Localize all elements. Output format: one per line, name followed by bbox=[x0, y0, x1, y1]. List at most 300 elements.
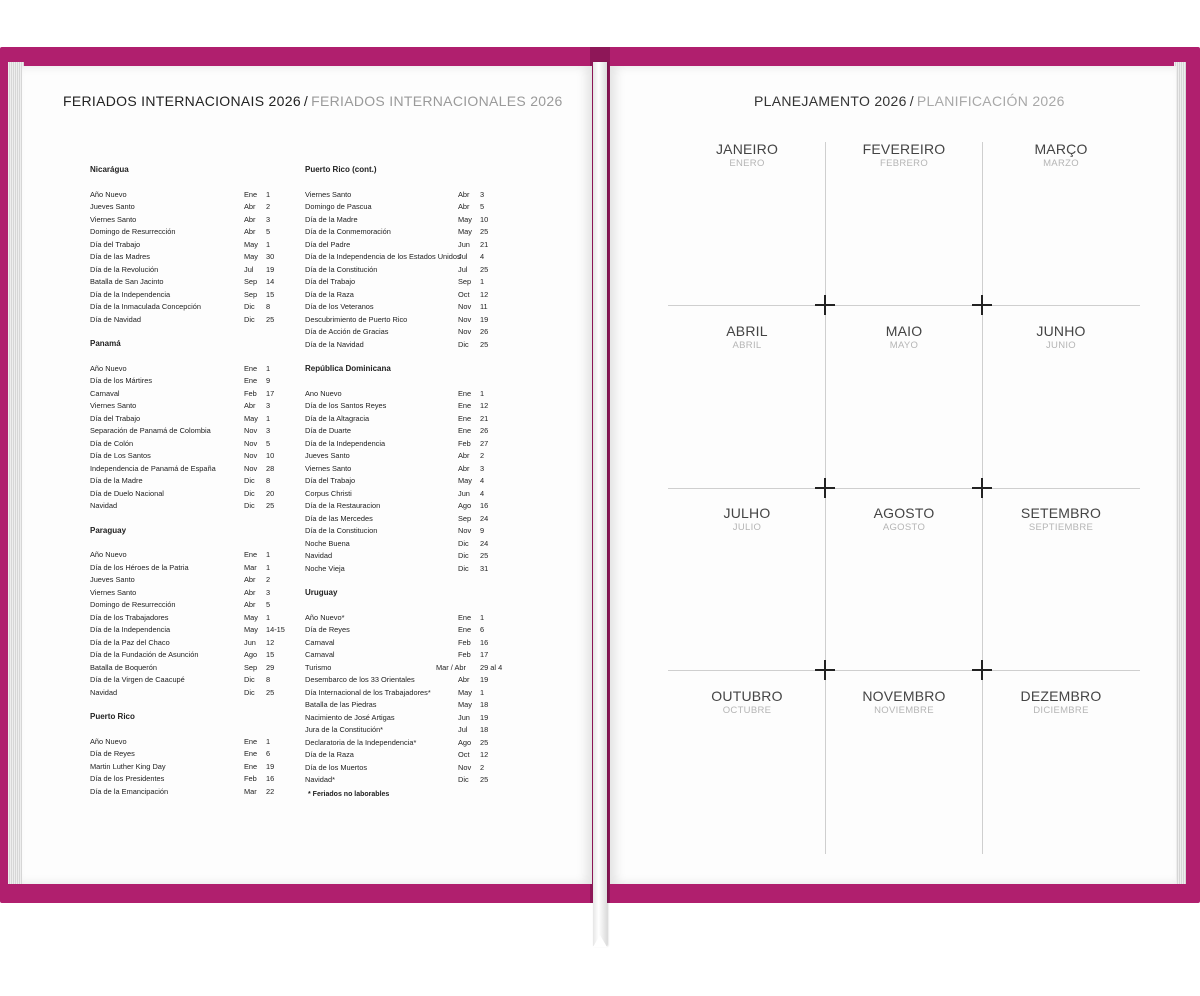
holiday-row bbox=[90, 425, 280, 438]
month-name-es: JULIO bbox=[732, 522, 762, 533]
holiday-day: 5 bbox=[266, 227, 271, 236]
holiday-month: Ene bbox=[458, 612, 472, 622]
holiday-name: Día de la Emancipación bbox=[90, 786, 169, 796]
holiday-day: 19 bbox=[480, 675, 489, 684]
planning-title bbox=[754, 93, 1065, 109]
holiday-row bbox=[305, 637, 505, 650]
holiday-name: Día de las Madres bbox=[90, 252, 150, 261]
holiday-row bbox=[90, 488, 280, 501]
holiday-day: 1 bbox=[266, 239, 271, 249]
planning-title-pt: PLANEJAMENTO 2026 bbox=[754, 93, 907, 109]
holiday-day: 4 bbox=[480, 488, 485, 498]
holiday-row bbox=[90, 388, 280, 401]
month-name-pt: OUTUBRO bbox=[711, 688, 783, 704]
holiday-day: 20 bbox=[266, 488, 275, 498]
holiday-row bbox=[305, 239, 505, 252]
month-dezembro bbox=[986, 688, 1136, 716]
holiday-name: Día de la Raza bbox=[305, 289, 354, 299]
holiday-name: Jueves Santo bbox=[305, 451, 350, 460]
holiday-month: Oct bbox=[458, 289, 470, 299]
holiday-row bbox=[305, 563, 505, 576]
holiday-row bbox=[90, 251, 280, 264]
holiday-month: Ene bbox=[458, 388, 472, 398]
holiday-name: Día de la Paz del Chaco bbox=[90, 637, 170, 647]
month-name-es: AGOSTO bbox=[882, 522, 926, 533]
holiday-month: Sep bbox=[244, 289, 258, 299]
holiday-day: 5 bbox=[266, 600, 271, 609]
month-agosto bbox=[829, 505, 979, 533]
holiday-name: Día de la Madre bbox=[90, 476, 143, 485]
holiday-name: Día del Padre bbox=[305, 239, 351, 249]
month-julho bbox=[672, 505, 822, 533]
holiday-day: 12 bbox=[480, 401, 489, 410]
month-fevereiro bbox=[829, 141, 979, 169]
holiday-name: Día de la Independencia bbox=[305, 438, 386, 448]
month-name-pt: NOVEMBRO bbox=[862, 688, 946, 704]
holiday-name: Día de la Independencia de los Estados Unidos bbox=[305, 252, 461, 261]
holiday-month: Jun bbox=[458, 712, 470, 722]
holiday-day: 19 bbox=[480, 712, 489, 722]
holiday-name: Día de los Trabajadores bbox=[90, 612, 169, 622]
holiday-name: Ano Nuevo bbox=[305, 388, 342, 398]
holiday-day: 4 bbox=[480, 476, 485, 485]
holiday-month: Abr bbox=[458, 451, 470, 460]
holiday-month: Dic bbox=[458, 563, 469, 573]
holiday-day: 30 bbox=[266, 252, 275, 261]
holiday-name: Domingo de Resurrección bbox=[90, 600, 176, 609]
holiday-name: Batalla de San Jacinto bbox=[90, 277, 164, 286]
holiday-name: Día del Trabajo bbox=[305, 277, 356, 286]
holiday-day: 17 bbox=[480, 650, 489, 659]
holiday-name: Día de la Constitucion bbox=[305, 526, 378, 535]
holiday-name: Día del Trabajo bbox=[90, 239, 141, 249]
holiday-month: Ago bbox=[458, 501, 472, 510]
holiday-name: Independencia de Panamá de España bbox=[90, 463, 216, 473]
holiday-month: Ene bbox=[244, 550, 258, 559]
holiday-row bbox=[90, 201, 280, 214]
holiday-row bbox=[305, 624, 505, 637]
holiday-day: 9 bbox=[266, 376, 271, 385]
holiday-month: Nov bbox=[244, 438, 258, 448]
right-page bbox=[610, 66, 1176, 884]
holiday-row bbox=[305, 276, 505, 289]
holiday-month: Nov bbox=[244, 463, 258, 473]
holiday-name: Día del Trabajo bbox=[305, 476, 356, 485]
holiday-day: 11 bbox=[480, 302, 488, 311]
holiday-row bbox=[90, 562, 280, 575]
holiday-name: Viernes Santo bbox=[305, 189, 352, 199]
grid-line-horizontal bbox=[668, 488, 1140, 489]
holiday-day: 1 bbox=[480, 388, 485, 398]
holiday-column-right bbox=[305, 164, 505, 801]
holiday-month: Mar bbox=[244, 786, 257, 796]
month-name-es: OCTUBRE bbox=[722, 705, 772, 716]
holiday-row bbox=[305, 737, 505, 750]
holiday-month: Abr bbox=[244, 401, 256, 410]
holiday-row bbox=[90, 214, 280, 227]
holiday-row bbox=[90, 314, 280, 327]
holiday-name: Día de los Presidentes bbox=[90, 774, 165, 783]
holiday-day: 5 bbox=[480, 202, 485, 211]
holiday-name: Carnaval bbox=[90, 388, 120, 398]
holiday-name: Noche Buena bbox=[305, 538, 350, 548]
holiday-month: Jun bbox=[244, 637, 256, 647]
holiday-day: 16 bbox=[480, 501, 489, 510]
month-name-es: ABRIL bbox=[732, 340, 762, 351]
holiday-row bbox=[90, 662, 280, 675]
holiday-month: Dic bbox=[244, 476, 255, 485]
plus-mark-icon bbox=[815, 295, 835, 315]
holiday-row bbox=[305, 438, 505, 451]
holiday-row bbox=[305, 712, 505, 725]
holiday-month: Ene bbox=[244, 761, 258, 771]
holiday-name: Día de Reyes bbox=[90, 749, 135, 758]
country-heading: Panamá bbox=[90, 339, 121, 348]
footnote: * Feriados no laborables bbox=[308, 790, 390, 798]
holiday-name: Día de la Constitución bbox=[305, 264, 378, 274]
holiday-month: Ene bbox=[244, 736, 258, 746]
holiday-row bbox=[90, 413, 280, 426]
holiday-row bbox=[305, 500, 505, 513]
holiday-day: 8 bbox=[266, 476, 271, 485]
holiday-row bbox=[305, 189, 505, 202]
holiday-name: Viernes Santo bbox=[305, 463, 352, 473]
holiday-day: 3 bbox=[266, 587, 271, 597]
holiday-row bbox=[305, 538, 505, 551]
holiday-row bbox=[305, 550, 505, 563]
holiday-month: May bbox=[244, 239, 258, 249]
holiday-month: May bbox=[458, 227, 472, 236]
country-heading: Puerto Rico (cont.) bbox=[305, 165, 377, 174]
holiday-day: 6 bbox=[480, 625, 485, 634]
holiday-day: 31 bbox=[480, 563, 489, 573]
holiday-row bbox=[305, 488, 505, 501]
holiday-name: Día Internacional de los Trabajadores* bbox=[305, 687, 431, 697]
holiday-row bbox=[90, 289, 280, 302]
month-novembro bbox=[829, 688, 979, 716]
holiday-day: 25 bbox=[266, 501, 275, 510]
holiday-name: Batalla de Boquerón bbox=[90, 662, 157, 672]
holiday-day: 8 bbox=[266, 675, 271, 684]
holiday-name: Año Nuevo bbox=[90, 550, 127, 559]
holiday-month: Jun bbox=[458, 239, 470, 249]
month-name-es: MARZO bbox=[1043, 158, 1079, 169]
holiday-name: Separación de Panamá de Colombia bbox=[90, 426, 211, 435]
holiday-name: Día de la Independencia bbox=[90, 625, 171, 634]
holiday-row bbox=[90, 637, 280, 650]
holiday-month: Feb bbox=[458, 438, 471, 448]
month-março bbox=[986, 141, 1136, 169]
plus-mark-icon bbox=[815, 660, 835, 680]
holiday-month: Abr bbox=[244, 214, 256, 224]
holiday-month: Abr bbox=[458, 189, 470, 199]
holiday-month: Ene bbox=[458, 426, 472, 435]
holiday-name: Día de Colón bbox=[90, 438, 134, 448]
holiday-name: Día de Navidad bbox=[90, 314, 141, 324]
holiday-row bbox=[90, 264, 280, 277]
holiday-day: 12 bbox=[266, 637, 275, 647]
holiday-name: Navidad bbox=[305, 551, 333, 560]
holiday-row bbox=[305, 687, 505, 700]
holiday-month: Sep bbox=[244, 662, 258, 672]
grid-line-vertical bbox=[982, 142, 983, 854]
holiday-name: Domingo de Resurrección bbox=[90, 227, 176, 236]
plus-mark-icon bbox=[815, 478, 835, 498]
holiday-row bbox=[90, 438, 280, 451]
holiday-month: Abr bbox=[244, 202, 256, 211]
holiday-month: Dic bbox=[458, 551, 469, 560]
holiday-month: Nov bbox=[244, 426, 258, 435]
holiday-name: Día de la Altagracia bbox=[305, 413, 370, 423]
holiday-month: Sep bbox=[244, 277, 258, 286]
holiday-row bbox=[305, 525, 505, 538]
holiday-day: 8 bbox=[266, 302, 271, 311]
holiday-row bbox=[305, 413, 505, 426]
holiday-row bbox=[305, 201, 505, 214]
holiday-name: Año Nuevo bbox=[90, 736, 127, 746]
holiday-row bbox=[305, 463, 505, 476]
month-name-es: NOVIEMBRE bbox=[874, 705, 934, 716]
holiday-month: Jun bbox=[458, 488, 470, 498]
holiday-row bbox=[305, 251, 505, 264]
holiday-day: 14-15 bbox=[266, 625, 285, 634]
country-heading: Paraguay bbox=[90, 525, 127, 535]
title-separator: / bbox=[909, 93, 914, 109]
holiday-name: Día de las Mercedes bbox=[305, 513, 373, 523]
holiday-row bbox=[90, 189, 280, 202]
holiday-day: 19 bbox=[266, 761, 275, 771]
holiday-month: Dic bbox=[458, 538, 469, 548]
holiday-month: May bbox=[244, 625, 258, 634]
holiday-day: 28 bbox=[266, 463, 275, 473]
holiday-day: 1 bbox=[480, 277, 485, 286]
holiday-day: 1 bbox=[480, 687, 485, 697]
holiday-name: Día de Duelo Nacional bbox=[90, 488, 164, 498]
holiday-name: Jueves Santo bbox=[90, 202, 135, 211]
holiday-row bbox=[305, 724, 505, 737]
holiday-day: 2 bbox=[480, 451, 485, 460]
holiday-day: 3 bbox=[266, 401, 271, 410]
holiday-row bbox=[305, 425, 505, 438]
holiday-day: 25 bbox=[480, 551, 489, 560]
holiday-row bbox=[90, 400, 280, 413]
month-name-pt: DEZEMBRO bbox=[1020, 688, 1102, 704]
holiday-name: Declaratoria de la Independencia* bbox=[305, 737, 417, 747]
holiday-day: 3 bbox=[480, 463, 485, 473]
holiday-name: Descubrimiento de Puerto Rico bbox=[305, 314, 408, 324]
month-name-es: JUNIO bbox=[1046, 340, 1076, 351]
holiday-name: Batalla de las Piedras bbox=[305, 700, 377, 709]
holiday-month: Abr bbox=[458, 675, 470, 684]
holiday-month: May bbox=[458, 214, 472, 224]
holiday-row bbox=[305, 513, 505, 526]
holiday-name: Navidad bbox=[90, 687, 118, 697]
holiday-name: Martin Luther King Day bbox=[90, 761, 166, 771]
holiday-name: Viernes Santo bbox=[90, 401, 137, 410]
holiday-name: Turismo bbox=[305, 662, 332, 672]
holiday-day: 14 bbox=[266, 277, 275, 286]
holiday-row bbox=[90, 475, 280, 488]
holiday-month: Ene bbox=[244, 749, 258, 758]
holiday-day: 19 bbox=[266, 264, 275, 274]
holiday-name: Viernes Santo bbox=[90, 587, 137, 597]
holiday-name: Día de los Muertos bbox=[305, 762, 368, 772]
holiday-day: 25 bbox=[480, 775, 489, 784]
holiday-day: 21 bbox=[480, 413, 489, 423]
holiday-day: 1 bbox=[266, 550, 271, 559]
holiday-day: 18 bbox=[480, 725, 489, 734]
holiday-row bbox=[305, 339, 505, 352]
holiday-month: Jul bbox=[458, 264, 468, 274]
holiday-month: Abr bbox=[458, 463, 470, 473]
holiday-month: Feb bbox=[244, 774, 257, 783]
holiday-day: 10 bbox=[480, 214, 489, 224]
month-name-es: SEPTIEMBRE bbox=[1028, 522, 1094, 533]
holiday-month: May bbox=[244, 413, 258, 423]
holiday-row bbox=[90, 736, 280, 749]
month-name-pt: ABRIL bbox=[726, 323, 768, 339]
holiday-row bbox=[305, 314, 505, 327]
holiday-row bbox=[90, 599, 280, 612]
holiday-row bbox=[90, 649, 280, 662]
holiday-month: Abr bbox=[244, 575, 256, 584]
month-setembro bbox=[986, 505, 1136, 533]
country-heading: Puerto Rico bbox=[90, 712, 135, 721]
holiday-name: Navidad bbox=[90, 501, 118, 510]
holiday-day: 5 bbox=[266, 438, 271, 448]
holiday-row bbox=[90, 587, 280, 600]
holiday-month: Jul bbox=[458, 725, 468, 734]
month-name-es: MAYO bbox=[889, 340, 919, 351]
holiday-month: Sep bbox=[458, 513, 472, 523]
holiday-name: Día de la Inmaculada Concepción bbox=[90, 302, 201, 311]
holiday-day: 25 bbox=[266, 314, 275, 324]
holiday-day: 12 bbox=[480, 750, 489, 759]
holiday-day: 1 bbox=[266, 363, 271, 373]
holiday-day: 29 al 4 bbox=[480, 662, 503, 672]
holiday-month: Dic bbox=[244, 675, 255, 684]
holiday-day: 24 bbox=[480, 513, 489, 523]
month-name-pt: JULHO bbox=[723, 505, 771, 521]
holiday-month: Ene bbox=[244, 189, 258, 199]
holiday-day: 16 bbox=[480, 637, 489, 647]
holiday-month: Ene bbox=[458, 413, 472, 423]
holiday-name: Día de los Santos Reyes bbox=[305, 401, 387, 410]
holiday-name: Día de la Restauracion bbox=[305, 501, 381, 510]
holiday-row bbox=[305, 388, 505, 401]
holiday-column-left bbox=[90, 164, 285, 798]
holiday-day: 3 bbox=[266, 214, 271, 224]
month-abril bbox=[672, 323, 822, 351]
holidays-title bbox=[63, 93, 563, 109]
holiday-day: 1 bbox=[266, 612, 271, 622]
holiday-name: Día de Duarte bbox=[305, 426, 352, 435]
holiday-month: May bbox=[244, 612, 258, 622]
holiday-day: 1 bbox=[266, 413, 271, 423]
month-name-pt: MAIO bbox=[885, 323, 923, 339]
month-name-es: FEBRERO bbox=[879, 158, 929, 169]
month-janeiro bbox=[672, 141, 822, 169]
holiday-month: Nov bbox=[458, 526, 472, 535]
holiday-row bbox=[305, 699, 505, 712]
holiday-row bbox=[90, 549, 280, 562]
plus-mark-icon bbox=[972, 660, 992, 680]
holiday-month: Abr bbox=[244, 600, 256, 609]
holiday-name: Día de la Navidad bbox=[305, 339, 364, 349]
holiday-row bbox=[90, 674, 280, 687]
holiday-day: 18 bbox=[480, 700, 489, 709]
holiday-day: 9 bbox=[480, 526, 485, 535]
month-name-pt: AGOSTO bbox=[873, 505, 935, 521]
holiday-month: Ene bbox=[244, 363, 258, 373]
holiday-row bbox=[305, 475, 505, 488]
holiday-row bbox=[305, 674, 505, 687]
holiday-row bbox=[305, 774, 505, 787]
holiday-month: Nov bbox=[458, 302, 472, 311]
holiday-row bbox=[90, 301, 280, 314]
country-heading: Nicarágua bbox=[90, 165, 129, 174]
holiday-name: Jura de la Constitución* bbox=[305, 725, 384, 734]
holiday-row bbox=[90, 773, 280, 786]
holiday-row bbox=[305, 326, 505, 339]
title-separator: / bbox=[303, 93, 309, 109]
holiday-day: 25 bbox=[480, 264, 489, 274]
holiday-row bbox=[305, 264, 505, 277]
month-name-es: DICIEMBRE bbox=[1033, 705, 1089, 716]
holiday-name: Año Nuevo bbox=[90, 363, 127, 373]
holiday-month: Abr bbox=[244, 227, 256, 236]
holiday-day: 10 bbox=[266, 451, 275, 460]
holiday-month: Nov bbox=[458, 762, 472, 772]
holiday-name: Día de la Madre bbox=[305, 214, 358, 224]
holiday-day: 2 bbox=[266, 575, 271, 584]
holiday-day: 1 bbox=[480, 612, 485, 622]
holiday-name: Navidad* bbox=[305, 775, 335, 784]
holiday-day: 6 bbox=[266, 749, 271, 758]
holiday-name: Día del Trabajo bbox=[90, 413, 141, 423]
holiday-month: Nov bbox=[244, 451, 258, 460]
holiday-month: Sep bbox=[458, 277, 472, 286]
holiday-day: 2 bbox=[480, 762, 485, 772]
month-name-es: ENERO bbox=[729, 158, 765, 169]
holiday-row bbox=[305, 649, 505, 662]
holiday-name: Noche Vieja bbox=[305, 563, 345, 573]
holiday-name: Día de los Héroes de la Patria bbox=[90, 562, 189, 572]
plus-mark-icon bbox=[972, 478, 992, 498]
holiday-row bbox=[90, 786, 280, 799]
holiday-row bbox=[90, 612, 280, 625]
holiday-name: Día de los Mártires bbox=[90, 376, 153, 385]
holiday-row bbox=[90, 363, 280, 376]
holiday-month: Feb bbox=[244, 388, 257, 398]
holiday-month: Abr bbox=[244, 587, 256, 597]
holiday-day: 1 bbox=[266, 189, 271, 199]
holiday-day: 3 bbox=[480, 189, 485, 199]
holiday-name: Día de la Revolución bbox=[90, 264, 159, 274]
holiday-name: Día de los Veteranos bbox=[305, 302, 374, 311]
holiday-day: 15 bbox=[266, 289, 275, 299]
holiday-month: Ago bbox=[458, 737, 472, 747]
holiday-row bbox=[305, 749, 505, 762]
holiday-month: Nov bbox=[458, 314, 472, 324]
holiday-row bbox=[305, 662, 505, 675]
holiday-month: Jul bbox=[244, 264, 254, 274]
holiday-name: Día de la Raza bbox=[305, 750, 354, 759]
holiday-month: May bbox=[458, 687, 472, 697]
holiday-name: Día de Los Santos bbox=[90, 451, 151, 460]
bookmark-ribbon bbox=[593, 62, 607, 946]
holiday-day: 3 bbox=[266, 426, 271, 435]
